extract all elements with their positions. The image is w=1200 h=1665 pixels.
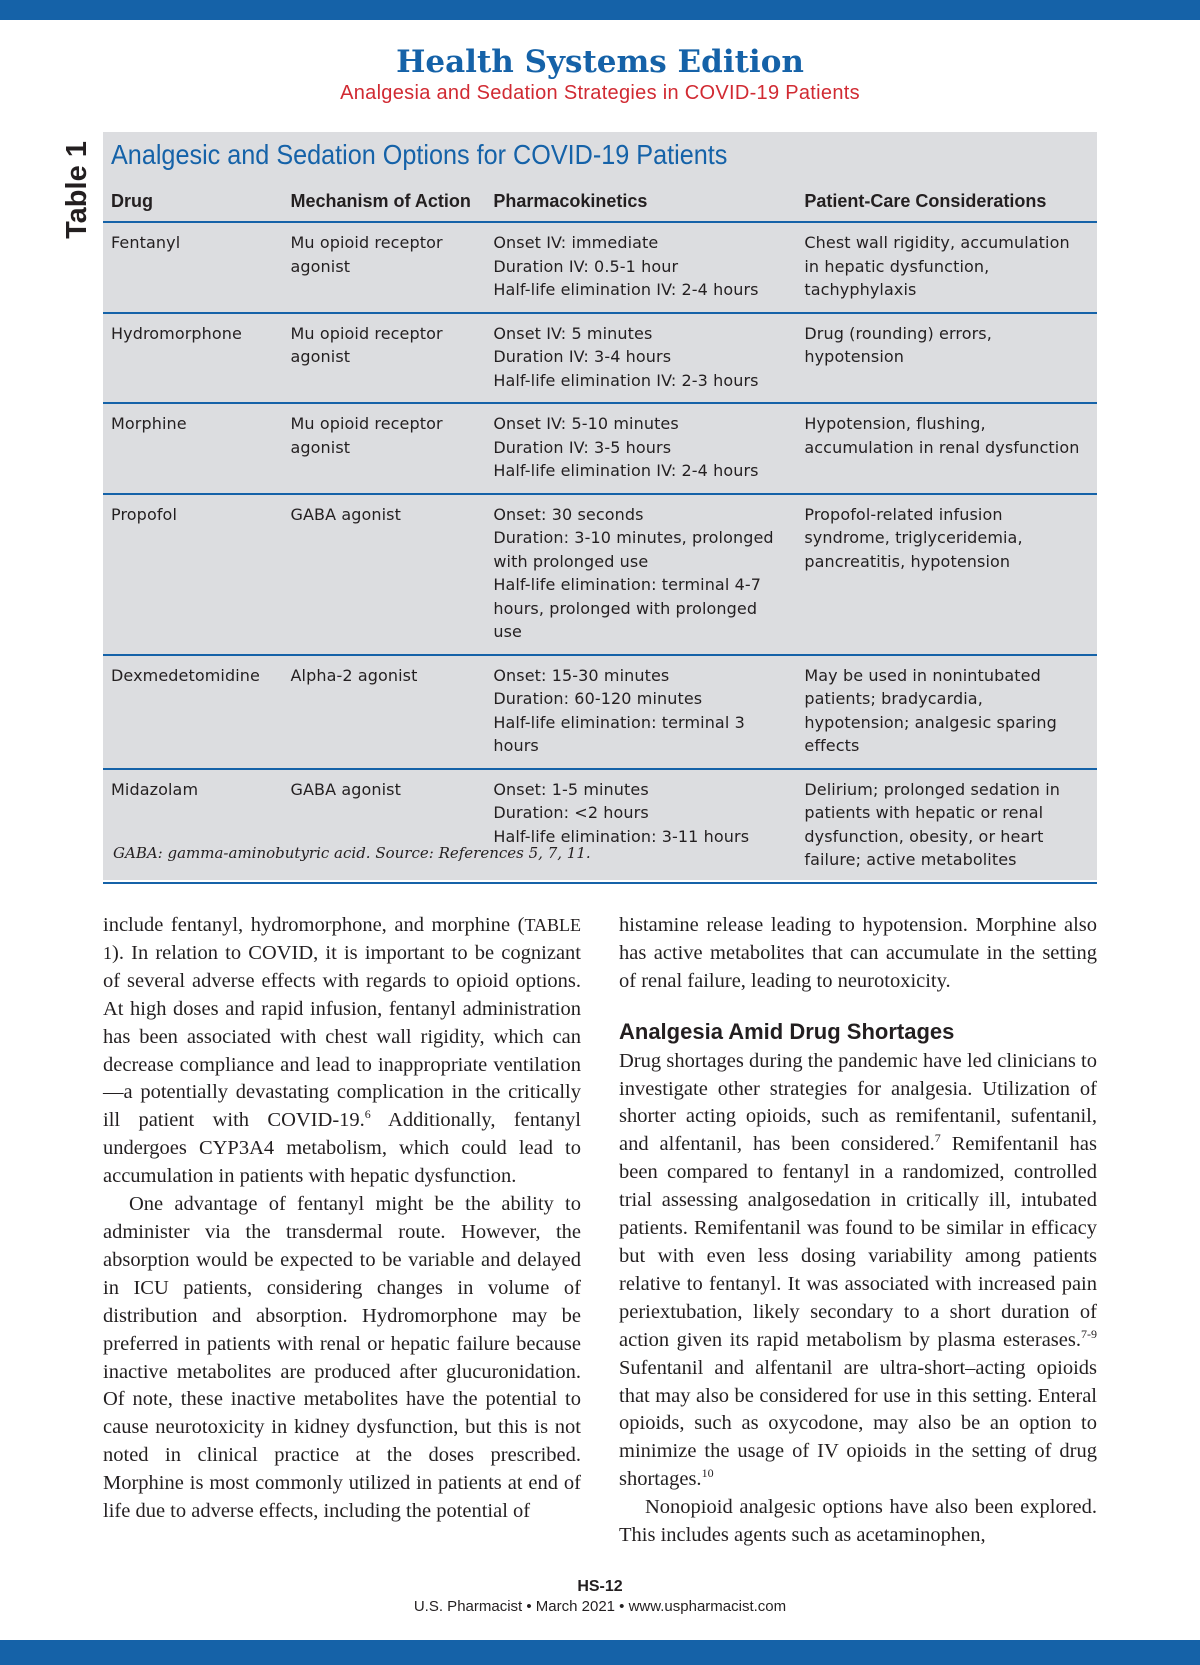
- table-header-row: [103, 183, 1097, 222]
- cell-considerations: Propofol-related infusion syndrome, triglyceridemia, pancreatitis, hypotension: [796, 494, 1097, 655]
- footer-citation: U.S. Pharmacist • March 2021 • www.uspharmacist.com: [413, 1598, 787, 1615]
- cell-pharmacokinetics: [485, 655, 796, 769]
- body-paragraph: histamine release leading to hypotension. Morphine also has active metabolites that can accumulate in the setting of renal failure, leading to neurotoxicity.: [619, 914, 1097, 992]
- cell-drug: Propofol: [103, 494, 282, 655]
- cell-drug: Midazolam: [103, 769, 282, 883]
- pk-line: Onset: 1-5 minutes: [493, 779, 649, 799]
- body-paragraph: One advantage of fentanyl might be the ability to administer via the transdermal route. However, the absorption would be expected to be variable and delayed in ICU patients, considering changes in volume of distribution and absorption. Hydromorphone may be preferred in patients with renal or hepatic failure because inactive metabolites are produced after glucuronidation. Of note, these inactive metabolites have the potential to cause neurotoxicity in kidney dysfunction, but this is not noted in clinical practice at the doses prescribed. Morphine is most commonly utilized in patients at end of life due to adverse effects, including the potential of: [103, 1193, 581, 1523]
- table-footnote: GABA: gamma-aminobutyric acid. Source: References 5, 7, 11.: [113, 844, 591, 862]
- bottom-color-bar: [0, 1640, 1200, 1665]
- pk-line: Duration IV: 0.5-1 hour: [493, 256, 679, 276]
- pk-line: Duration: 60-120 minutes: [493, 689, 703, 708]
- body-paragraph: Drug shortages during the pandemic have led clinicians to investigate other strategies for analgesia. Utilization of shorter acting opioids, such as remifentanil, sufentanil, and alfentanil, has been considered.$^7$ Remifentanil has been compared to fentanyl in a randomized, controlled trial assessing analgosedation in critically ill, intubated patients. Remifentanil was found to be similar in efficacy but with even less dosing variability among patients relative to fentanyl. It was associated with increased pain periextubation, likely secondary to a short duration of action given its rapid metabolism by plasma esterases.$^{7-9}$ Sufentanil and alfentanil are ultra-short–acting opioids that may also be considered for use in this setting. Enteral opioids, such as oxycodone, may also be an option to minimize the usage of IV opioids in the setting of drug shortages.$^{10}$: [619, 1049, 1098, 1491]
- pk-line: Duration: 3-10 minutes, prolonged with prolonged use: [493, 528, 774, 571]
- body-paragraph: include fentanyl, hydromorphone, and morphine (TABLE 1). In relation to COVID, it is important to be cognizant of several adverse effects with regards to opioid options. At high doses and rapid infusion, fentanyl administration has been associated with chest wall rigidity, which can decrease compliance and lead to inappropriate ventilation—a potentially devastating complication in the critically ill patient with COVID-19.$^6$ Additionally, fentanyl undergoes CYP3A4 metabolism, which could lead to accumulation in patients with hepatic dysfunction.: [103, 914, 581, 1188]
- cell-pharmacokinetics: [485, 403, 796, 494]
- pk-line: Onset IV: 5 minutes: [493, 323, 653, 343]
- pk-line: Duration IV: 3-5 hours: [493, 437, 672, 457]
- table-row: [103, 222, 1097, 313]
- table-row: [103, 313, 1097, 404]
- citation-ref: 7-9: [1081, 1326, 1097, 1341]
- right-text-column: [619, 912, 1097, 1550]
- cell-mechanism: GABA agonist: [282, 494, 485, 655]
- cell-considerations: Drug (rounding) errors, hypotension: [796, 313, 1097, 404]
- pk-line: Duration: <2 hours: [493, 803, 649, 822]
- page-number: HS-12: [577, 1578, 623, 1595]
- cell-mechanism: Alpha-2 agonist: [282, 655, 485, 769]
- cell-pharmacokinetics: [485, 222, 796, 313]
- pk-line: Duration IV: 3-4 hours: [493, 347, 672, 366]
- cell-mechanism: Mu opioid receptor agonist: [282, 403, 485, 494]
- pk-line: Onset IV: immediate: [493, 233, 659, 252]
- column-header-pharmacokinetics: Pharmacokinetics: [485, 183, 796, 222]
- citation-ref: 6: [364, 1107, 371, 1122]
- cell-pharmacokinetics: [485, 769, 796, 883]
- column-header-considerations: Patient-Care Considerations: [796, 183, 1097, 222]
- pk-line: Half-life elimination: terminal 4-7 hours, prolonged with prolonged use: [493, 575, 761, 641]
- cell-drug: Fentanyl: [103, 222, 282, 313]
- citation-ref: 10: [701, 1466, 714, 1481]
- pk-line: Half-life elimination IV: 2-4 hours: [493, 461, 759, 480]
- cell-considerations: May be used in nonintubated patients; bradycardia, hypotension; analgesic sparing effects: [796, 655, 1097, 769]
- cell-mechanism: GABA agonist: [282, 769, 485, 883]
- section-heading: Analgesia Amid Drug Shortages: [619, 1018, 955, 1044]
- column-header-drug: Drug: [103, 183, 282, 222]
- table-row: [103, 403, 1097, 494]
- table-row: [103, 769, 1097, 883]
- cell-drug: Hydromorphone: [103, 313, 282, 404]
- citation-ref: 7: [934, 1131, 941, 1146]
- pk-line: Half-life elimination: 3-11 hours: [493, 826, 750, 846]
- cell-drug: Morphine: [103, 403, 282, 494]
- column-header-mechanism: Mechanism of Action: [282, 183, 485, 222]
- cell-drug: Dexmedetomidine: [103, 655, 282, 769]
- cell-considerations: Delirium; prolonged sedation in patients with hepatic or renal dysfunction, obesity, or heart failure; active metabolites: [796, 769, 1097, 883]
- pk-line: Onset: 15-30 minutes: [493, 665, 670, 685]
- left-text-column: [103, 912, 581, 1526]
- edition-title: Health Systems Edition: [396, 44, 804, 80]
- cell-mechanism: Mu opioid receptor agonist: [282, 313, 485, 404]
- cell-pharmacokinetics: [485, 313, 796, 404]
- pk-line: Onset: 30 seconds: [493, 504, 644, 524]
- drug-table: [103, 183, 1097, 884]
- pk-line: Half-life elimination: terminal 3 hours: [493, 712, 745, 755]
- pk-line: Onset IV: 5-10 minutes: [493, 414, 679, 433]
- table-reference: TABLE 1: [103, 915, 581, 963]
- cell-considerations: Chest wall rigidity, accumulation in hepatic dysfunction, tachyphylaxis: [796, 222, 1097, 313]
- pk-line: Half-life elimination IV: 2-3 hours: [493, 370, 759, 390]
- table-title: Analgesic and Sedation Options for COVID-19 Patients: [111, 139, 728, 170]
- table-row: [103, 655, 1097, 769]
- cell-considerations: Hypotension, flushing, accumulation in renal dysfunction: [796, 403, 1097, 494]
- cell-pharmacokinetics: [485, 494, 796, 655]
- body-paragraph: Nonopioid analgesic options have also been explored. This includes agents such as acetaminophen,: [619, 1496, 1097, 1547]
- article-subtitle: Analgesia and Sedation Strategies in COVID-19 Patients: [340, 82, 860, 104]
- cell-mechanism: Mu opioid receptor agonist: [282, 222, 485, 313]
- top-color-bar: [0, 0, 1200, 20]
- table-number-label: Table 1: [61, 141, 93, 239]
- pk-line: Half-life elimination IV: 2-4 hours: [493, 280, 759, 299]
- table-row: [103, 494, 1097, 655]
